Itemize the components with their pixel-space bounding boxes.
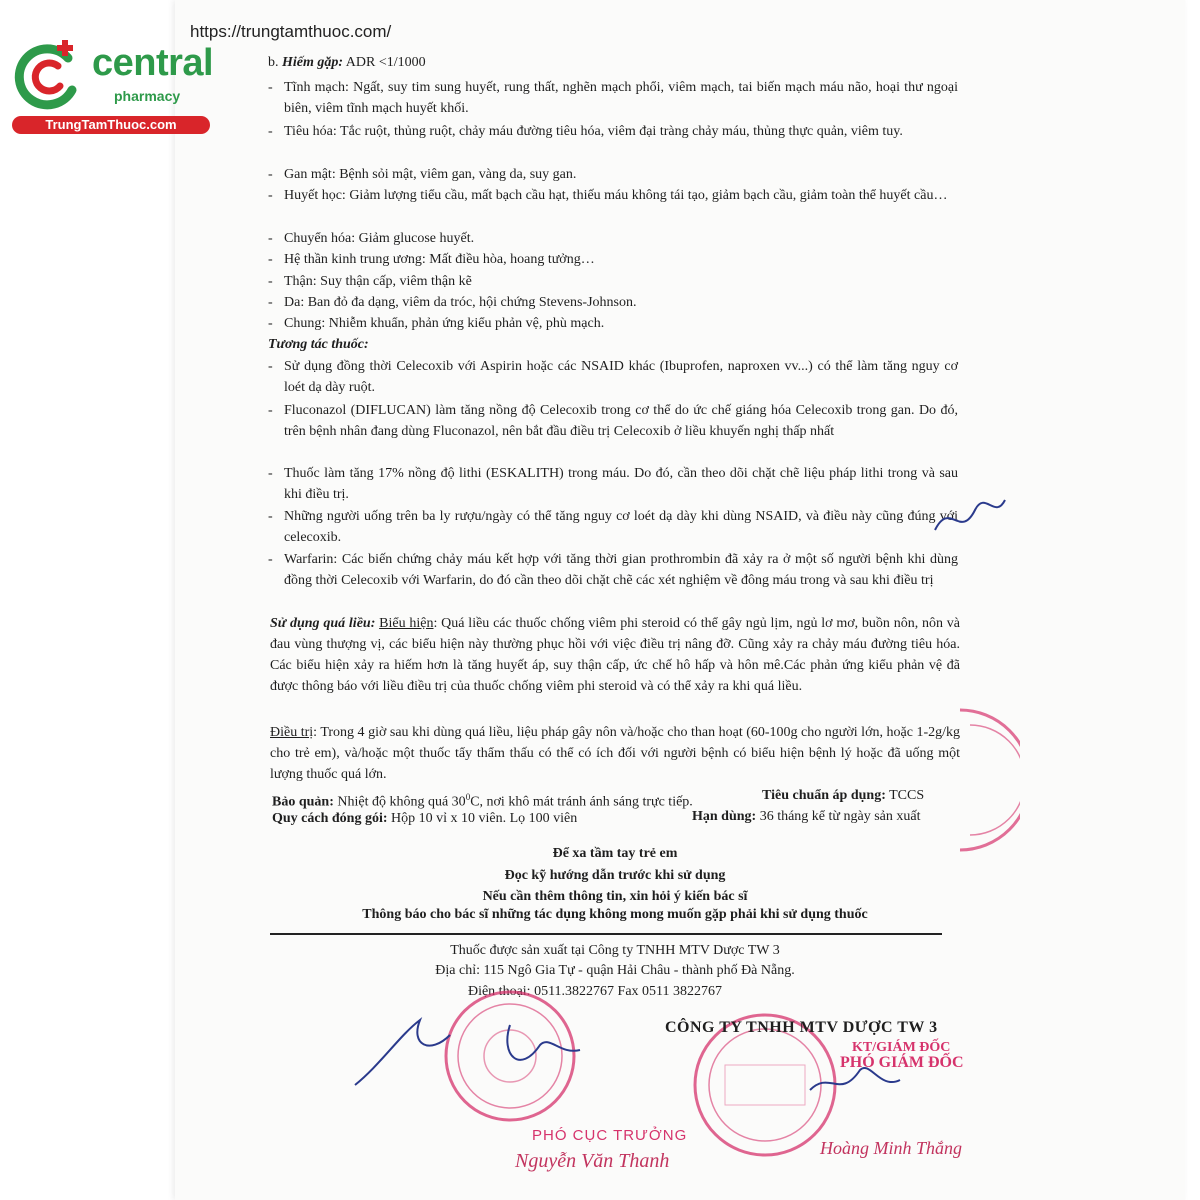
- interactions-heading: Tương tác thuốc:: [268, 337, 369, 352]
- logo-subtitle: pharmacy: [114, 88, 181, 104]
- vice-bureau-chief-label: PHÓ CỤC TRƯỞNG: [532, 1127, 688, 1144]
- warning-line: Để xa tầm tay trẻ em: [552, 846, 678, 861]
- list-item: - Warfarin: Các biến chứng chảy máu kết hợp với tăng thời gian prothrombin đã xảy ra ở một số người bệnh khi dùng đồng thời Celecoxib với Warfarin, do đó cần theo dõi chặt chẽ các xét nghiệm về đông máu trong và sau khi điều trị: [268, 552, 958, 588]
- list-item: - Fluconazol (DIFLUCAN) làm tăng nồng độ Celecoxib trong cơ thể do ức chế giáng hóa Celecoxib trong gan. Do đó, trên bệnh nhân đang dùng Fluconazol, nên bắt đầu điều trị Celecoxib ở liều khuyến nghị thấp nhất: [268, 403, 958, 439]
- expiry-line: Hạn dùng: 36 tháng kể từ ngày sản xuất: [692, 809, 921, 824]
- logo-mark-icon: [10, 36, 90, 116]
- list-item: - Gan mật: Bệnh sỏi mật, viêm gan, vàng da, suy gan.: [268, 167, 577, 182]
- logo-brand: central: [92, 42, 214, 84]
- logo-banner: TrungTamThuoc.com: [12, 116, 210, 134]
- central-pharmacy-logo[interactable]: [10, 36, 215, 136]
- warning-line: Thông báo cho bác sĩ những tác dụng không mong muốn gặp phải khi sử dụng thuốc: [362, 907, 868, 922]
- overdose-paragraph: Sử dụng quá liều: Biểu hiện: Quá liều các thuốc chống viêm phi steroid có thể gây ngủ lịm, ngủ lơ mơ, buồn nôn, nôn và đau vùng thượng vị, các biểu hiện này thường phục hồi với việc điều trị nâng đỡ. Cũng xảy ra chảy máu đường tiêu hóa. Các biểu hiện xảy ra hiếm hơn là tăng huyết áp, suy thận cấp, ức chế hô hấp và hôn mê.Các phản ứng kiểu phản vệ đã được thông báo với liều điều trị của thuốc chống viêm phi steroid và có thể xảy ra khi quá liều.: [270, 616, 961, 694]
- list-item: - Hệ thần kinh trung ương: Mất điều hòa, hoang tưởng…: [268, 252, 595, 267]
- list-item: - Chung: Nhiễm khuẩn, phản ứng kiểu phản vệ, phù mạch.: [268, 316, 605, 331]
- list-item: - Tĩnh mạch: Ngất, suy tim sung huyết, rung thất, nghẽn mạch phổi, viêm mạch, tai biến mạch máu não, hoại thư ngoại biên, viêm tĩnh mạch huyết khối.: [268, 80, 958, 116]
- treatment-paragraph: Điều trị: Trong 4 giờ sau khi dùng quá liều, liệu pháp gây nôn và/hoặc cho than hoạt (60-100g cho người lớn, hoặc 1-2g/kg cho trẻ em), và/hoặc một thuốc tẩy thẩm thấu có thể có ích đối với người bệnh có biểu hiện bệnh lý hoặc đã uống một lượng thuốc quá lớn.: [270, 725, 960, 782]
- right-signer-name: Hoàng Minh Thắng: [820, 1138, 963, 1158]
- company-name: CÔNG TY TNHH MTV DƯỢC TW 3: [665, 1019, 938, 1036]
- kt-director-label: KT/GIÁM ĐỐC: [852, 1040, 951, 1055]
- packaging-line: Quy cách đóng gói: Hộp 10 vỉ x 10 viên. Lọ 100 viên: [272, 811, 578, 826]
- margin-signature-icon: [930, 480, 1010, 550]
- warning-line: Đọc kỹ hướng dẫn trước khi sử dụng: [504, 868, 726, 883]
- list-item: - Thuốc làm tăng 17% nồng độ lithi (ESKALITH) trong máu. Do đó, cần theo dõi chặt chẽ liệu pháp lithi trong và sau khi điều trị.: [268, 466, 958, 502]
- overdose-heading: Sử dụng quá liều:: [270, 616, 376, 631]
- list-item: - Da: Ban đỏ đa dạng, viêm da tróc, hội chứng Stevens-Johnson.: [268, 295, 637, 310]
- list-item: - Chuyển hóa: Giảm glucose huyết.: [268, 231, 475, 246]
- list-item: - Sử dụng đồng thời Celecoxib với Aspirin hoặc các NSAID khác (Ibuprofen, naproxen vv...) có thể làm tăng nguy cơ loét dạ dày ruột.: [268, 359, 958, 395]
- list-item: - Huyết học: Giảm lượng tiểu cầu, mất bạch cầu hạt, thiếu máu không tái tạo, giảm bạch cầu, giảm toàn thể huyết cầu…: [268, 188, 948, 203]
- list-item: - Tiêu hóa: Tắc ruột, thủng ruột, chảy máu đường tiêu hóa, viêm đại tràng chảy máu, thủng thực quản, viêm tuy.: [268, 124, 903, 139]
- list-item: - Những người uống trên ba ly rượu/ngày có thể tăng nguy cơ loét dạ dày khi dùng NSAID, và điều này cũng đúng với celecoxib.: [268, 509, 958, 545]
- warning-line: Nếu cần thêm thông tin, xin hỏi ý kiến bác sĩ: [482, 889, 748, 904]
- address-line: Địa chỉ: 115 Ngô Gia Tự - quận Hải Châu - thành phố Đà Nẵng.: [435, 963, 795, 978]
- divider: [270, 933, 942, 935]
- left-signature-icon: [350, 1005, 590, 1095]
- site-url[interactable]: https://trungtamthuoc.com/: [190, 22, 392, 41]
- left-signer-name: Nguyễn Văn Thanh: [515, 1150, 670, 1172]
- manufacturer-line: Thuốc được sản xuất tại Công ty TNHH MTV Dược TW 3: [450, 943, 780, 958]
- vice-director-label: PHÓ GIÁM ĐỐC: [840, 1054, 964, 1071]
- phone-line: Điện thoại: 0511.3822767 Fax 0511 3822767: [467, 984, 723, 999]
- list-item: - Thận: Suy thận cấp, viêm thận kẽ: [268, 274, 472, 289]
- rare-adr-heading: b. Hiếm gặp: ADR <1/1000: [268, 55, 426, 70]
- standard-line: Tiêu chuẩn áp dụng: TCCS: [762, 788, 925, 803]
- right-edge-stamp-icon: [940, 700, 1020, 860]
- storage-line: Bảo quản: Nhiệt độ không quá $30^0C$, nơi khô mát tránh ánh sáng trực tiếp.: [272, 792, 693, 810]
